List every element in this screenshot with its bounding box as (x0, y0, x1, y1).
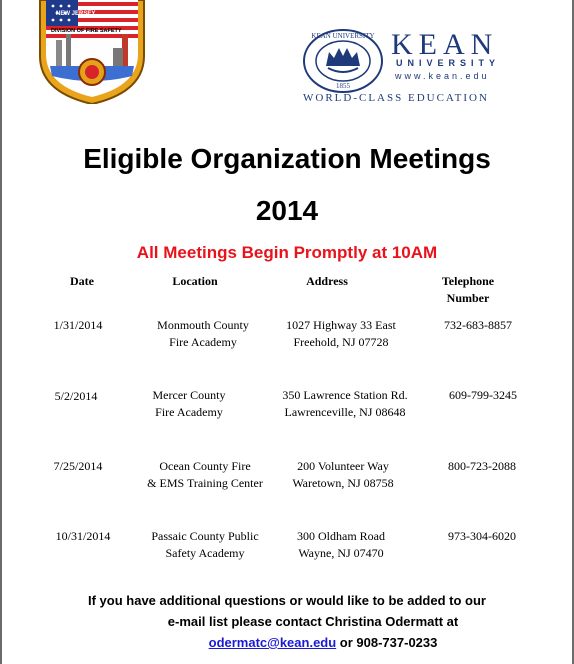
contact-phone-text: or 908-737-0233 (336, 635, 438, 650)
header-date: Date (70, 274, 94, 288)
footer-contact-line (36, 633, 574, 653)
row4-address-line2: Wayne, NJ 07470 (298, 546, 384, 560)
row1-address-line2: Freehold, NJ 07728 (293, 335, 389, 349)
header-telephone: Telephone (441, 274, 495, 288)
row2-location-line1: Mercer County (152, 388, 226, 402)
contact-email-link[interactable]: odermatc@kean.edu (208, 635, 337, 650)
kean-seal-year: 1855 (336, 82, 350, 90)
row3-location-line1: Ocean County Fire (159, 459, 251, 473)
badge-line1: NEW JERSEY (56, 11, 96, 17)
row2-address-line2: Lawrenceville, NJ 08648 (284, 405, 406, 419)
row2-phone: 609-799-3245 (449, 388, 517, 402)
row1-phone: 732-683-8857 (444, 318, 512, 332)
kean-wordmark: KEAN (391, 28, 499, 61)
row1-date: 1/31/2014 (53, 318, 103, 332)
kean-website-text: www.kean.edu (395, 71, 490, 81)
row4-location-line2: Safety Academy (165, 546, 245, 560)
row3-address-line2: Waretown, NJ 08758 (292, 476, 394, 490)
row1-location-line1: Monmouth County (157, 318, 249, 332)
kean-university-text: UNIVERSITY (396, 58, 501, 68)
meeting-time-notice: All Meetings Begin Promptly at 10AM (136, 243, 438, 262)
kean-seal-logo (302, 28, 384, 94)
header-location: Location (172, 274, 218, 288)
footer-line1: If you have additional questions or would like to be added to our (88, 593, 486, 608)
row3-phone: 800-723-2088 (448, 459, 516, 473)
row4-location-line1: Passaic County Public (151, 529, 259, 543)
row1-location-line2: Fire Academy (169, 335, 237, 349)
row3-location-line2: & EMS Training Center (147, 476, 263, 490)
row4-date: 10/31/2014 (55, 529, 111, 543)
page-left-border (0, 0, 2, 664)
page-title-year: 2014 (255, 195, 319, 226)
page-title: Eligible Organization Meetings (83, 143, 491, 174)
fire-safety-badge-logo (36, 0, 148, 104)
row4-address-line1: 300 Oldham Road (297, 529, 385, 543)
row2-date: 5/2/2014 (54, 389, 98, 403)
row3-date: 7/25/2014 (53, 459, 103, 473)
row1-address-line1: 1027 Highway 33 East (286, 318, 396, 332)
row3-address-line1: 200 Volunteer Way (297, 459, 389, 473)
kean-motto: WORLD-CLASS EDUCATION (303, 92, 489, 104)
header-telephone-number: Number (446, 291, 490, 305)
badge-line2: DIVISION OF FIRE SAFETY (51, 28, 122, 34)
row4-phone: 973-304-6020 (448, 529, 516, 543)
header-address: Address (306, 274, 348, 288)
row2-location-line2: Fire Academy (155, 405, 223, 419)
kean-seal-text: KEAN UNIVERSITY (311, 32, 375, 40)
row2-address-line1: 350 Lawrence Station Rd. (282, 388, 408, 402)
footer-line2: e-mail list please contact Christina Odermatt at (167, 614, 459, 629)
